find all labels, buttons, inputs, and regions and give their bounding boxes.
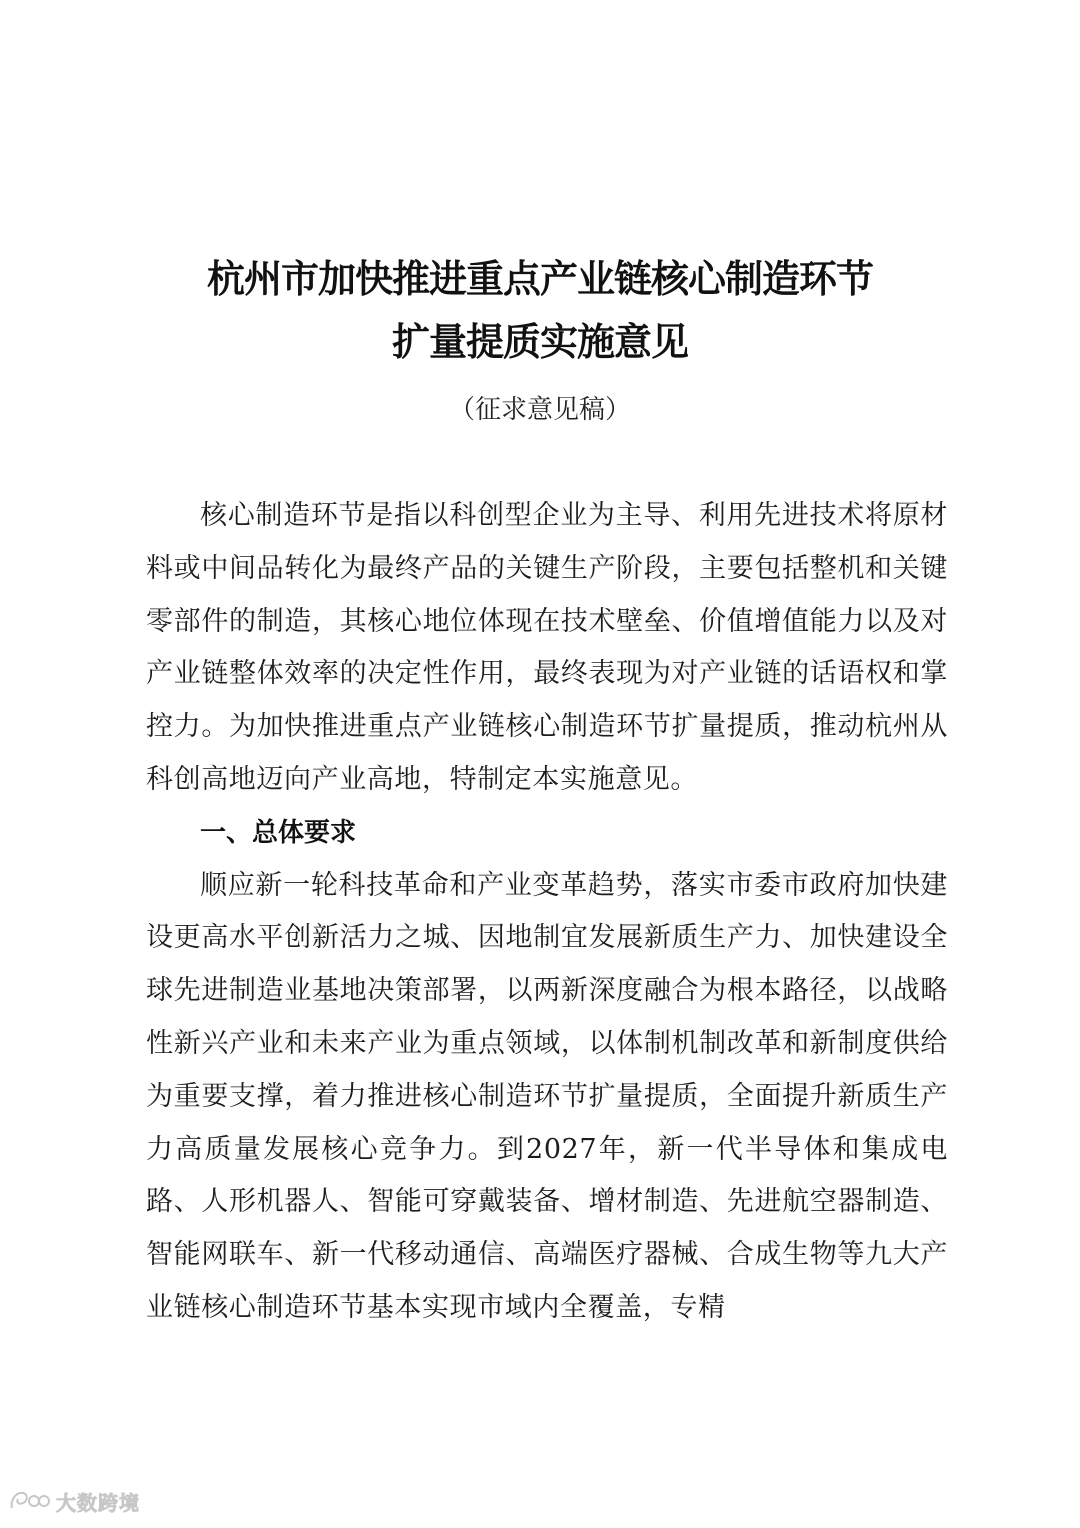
watermark (8, 1487, 140, 1515)
brand-logo-icon (8, 1488, 50, 1514)
watermark-text: 大数跨境 (56, 1490, 140, 1515)
document-title-line-1: 杭州市加快推进重点产业链核心制造环节 (206, 257, 873, 301)
section-paragraph: 顺应新一轮科技革命和产业变革趋势，落实市委市政府加快建设更高水平创新活力之城、因地制宜发展新质生产力、加快建设全球先进制造业基地决策部署，以两新深度融合为根本路径，以战略性新兴产业和未来产业为重点领域，以体制机制改革和新制度供给为重要支撑，着力推进核心制造环节扩量提质，全面提升新质生产力高质量发展核心竞争力。到2027年，新一代半导体和集成电路、人形机器人、智能可穿戴装备、增材制造、先进航空器制造、智能网联车、新一代移动通信、高端医疗器械、合成生物等九大产业链核心制造环节基本实现市域内全覆盖，专精 (146, 869, 948, 1323)
intro-paragraph: 核心制造环节是指以科创型企业为主导、利用先进技术将原材料或中间品转化为最终产品的关键生产阶段，主要包括整机和关键零部件的制造，其核心地位体现在技术壁垒、价值增值能力以及对产业链整体效率的决定性作用，最终表现为对产业链的话语权和掌控力。为加快推进重点产业链核心制造环节扩量提质，推动杭州从科创高地迈向产业高地，特制定本实施意见。 (146, 500, 948, 795)
document-body (146, 490, 948, 1335)
document-title-line-2: 扩量提质实施意见 (391, 320, 688, 364)
section-heading: 一、总体要求 (200, 817, 357, 848)
document-subtitle: （征求意见稿） (448, 395, 631, 425)
